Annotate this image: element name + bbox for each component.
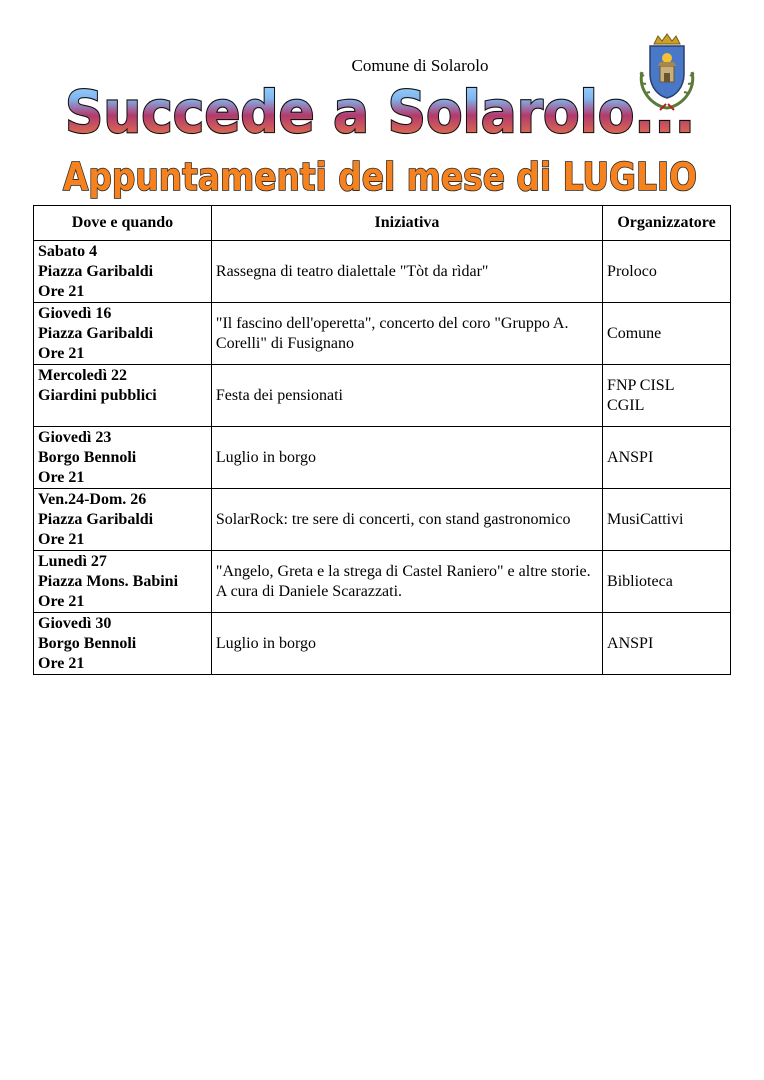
municipality-name: Comune di Solarolo [351, 56, 489, 75]
event-when-cell [34, 303, 212, 365]
event-date: Mercoledì 22 [38, 366, 128, 384]
table-row [34, 489, 731, 551]
event-time: Ore 21 [38, 344, 85, 362]
event-place: Giardini pubblici [38, 386, 157, 404]
event-time: Ore 21 [38, 654, 85, 672]
event-when-cell [34, 613, 212, 675]
event-initiative: Rassegna di teatro dialettale "Tòt da rìdar" [211, 241, 602, 303]
table-row [34, 241, 731, 303]
event-date: Lunedì 27 [38, 552, 107, 570]
event-organizer-cell [603, 489, 731, 551]
event-organizer-cell [603, 303, 731, 365]
column-header-initiative: Iniziativa [211, 206, 602, 241]
event-organizer: FNP CISL [607, 376, 675, 394]
page-title: Succede a Solarolo... [65, 78, 695, 146]
event-when-cell [34, 365, 212, 427]
event-time: Ore 21 [38, 468, 85, 486]
page-subtitle: Appuntamenti del mese di LUGLIO [63, 155, 697, 199]
subtitle-graphic [0, 150, 764, 200]
event-place: Piazza Mons. Babini [38, 572, 179, 590]
event-when-cell [34, 241, 212, 303]
event-organizer: CGIL [607, 396, 645, 414]
event-initiative: Luglio in borgo [211, 613, 602, 675]
table-row [34, 613, 731, 675]
event-place: Piazza Garibaldi [38, 510, 154, 528]
event-when-cell [34, 551, 212, 613]
event-organizer-cell [603, 613, 731, 675]
event-organizer: Biblioteca [607, 572, 673, 590]
event-organizer-cell [603, 551, 731, 613]
table-row [34, 427, 731, 489]
event-place: Piazza Garibaldi [38, 262, 154, 280]
event-organizer-cell [603, 427, 731, 489]
events-table [33, 205, 731, 675]
event-date: Giovedì 23 [38, 428, 112, 446]
page-title-graphic [0, 74, 764, 146]
event-when-cell [34, 489, 212, 551]
event-initiative: Festa dei pensionati [211, 365, 602, 427]
event-organizer: ANSPI [607, 448, 654, 466]
event-organizer: Comune [607, 324, 662, 342]
event-time: Ore 21 [38, 282, 85, 300]
event-initiative: "Angelo, Greta e la strega di Castel Raniero" e altre storie. A cura di Daniele Scarazzati. [211, 551, 602, 613]
event-date: Giovedì 30 [38, 614, 112, 632]
table-header-row [34, 206, 731, 241]
event-place: Borgo Bennoli [38, 634, 137, 652]
event-place: Piazza Garibaldi [38, 324, 154, 342]
event-time: Ore 21 [38, 592, 85, 610]
table-row [34, 303, 731, 365]
column-header-where-when: Dove e quando [34, 206, 212, 241]
event-organizer: MusiCattivi [607, 510, 684, 528]
event-initiative: Luglio in borgo [211, 427, 602, 489]
column-header-organizer: Organizzatore [603, 206, 731, 241]
event-place: Borgo Bennoli [38, 448, 137, 466]
event-time: Ore 21 [38, 530, 85, 548]
event-date: Giovedì 16 [38, 304, 112, 322]
table-row [34, 551, 731, 613]
event-organizer: Proloco [607, 262, 657, 280]
event-initiative: SolarRock: tre sere di concerti, con stand gastronomico [211, 489, 602, 551]
event-date: Ven.24-Dom. 26 [38, 490, 147, 508]
event-organizer-cell [603, 365, 731, 427]
table-row [34, 365, 731, 427]
event-organizer: ANSPI [607, 634, 654, 652]
event-when-cell [34, 427, 212, 489]
event-initiative: "Il fascino dell'operetta", concerto del coro "Gruppo A. Corelli" di Fusignano [211, 303, 602, 365]
event-date: Sabato 4 [38, 242, 98, 260]
event-organizer-cell [603, 241, 731, 303]
